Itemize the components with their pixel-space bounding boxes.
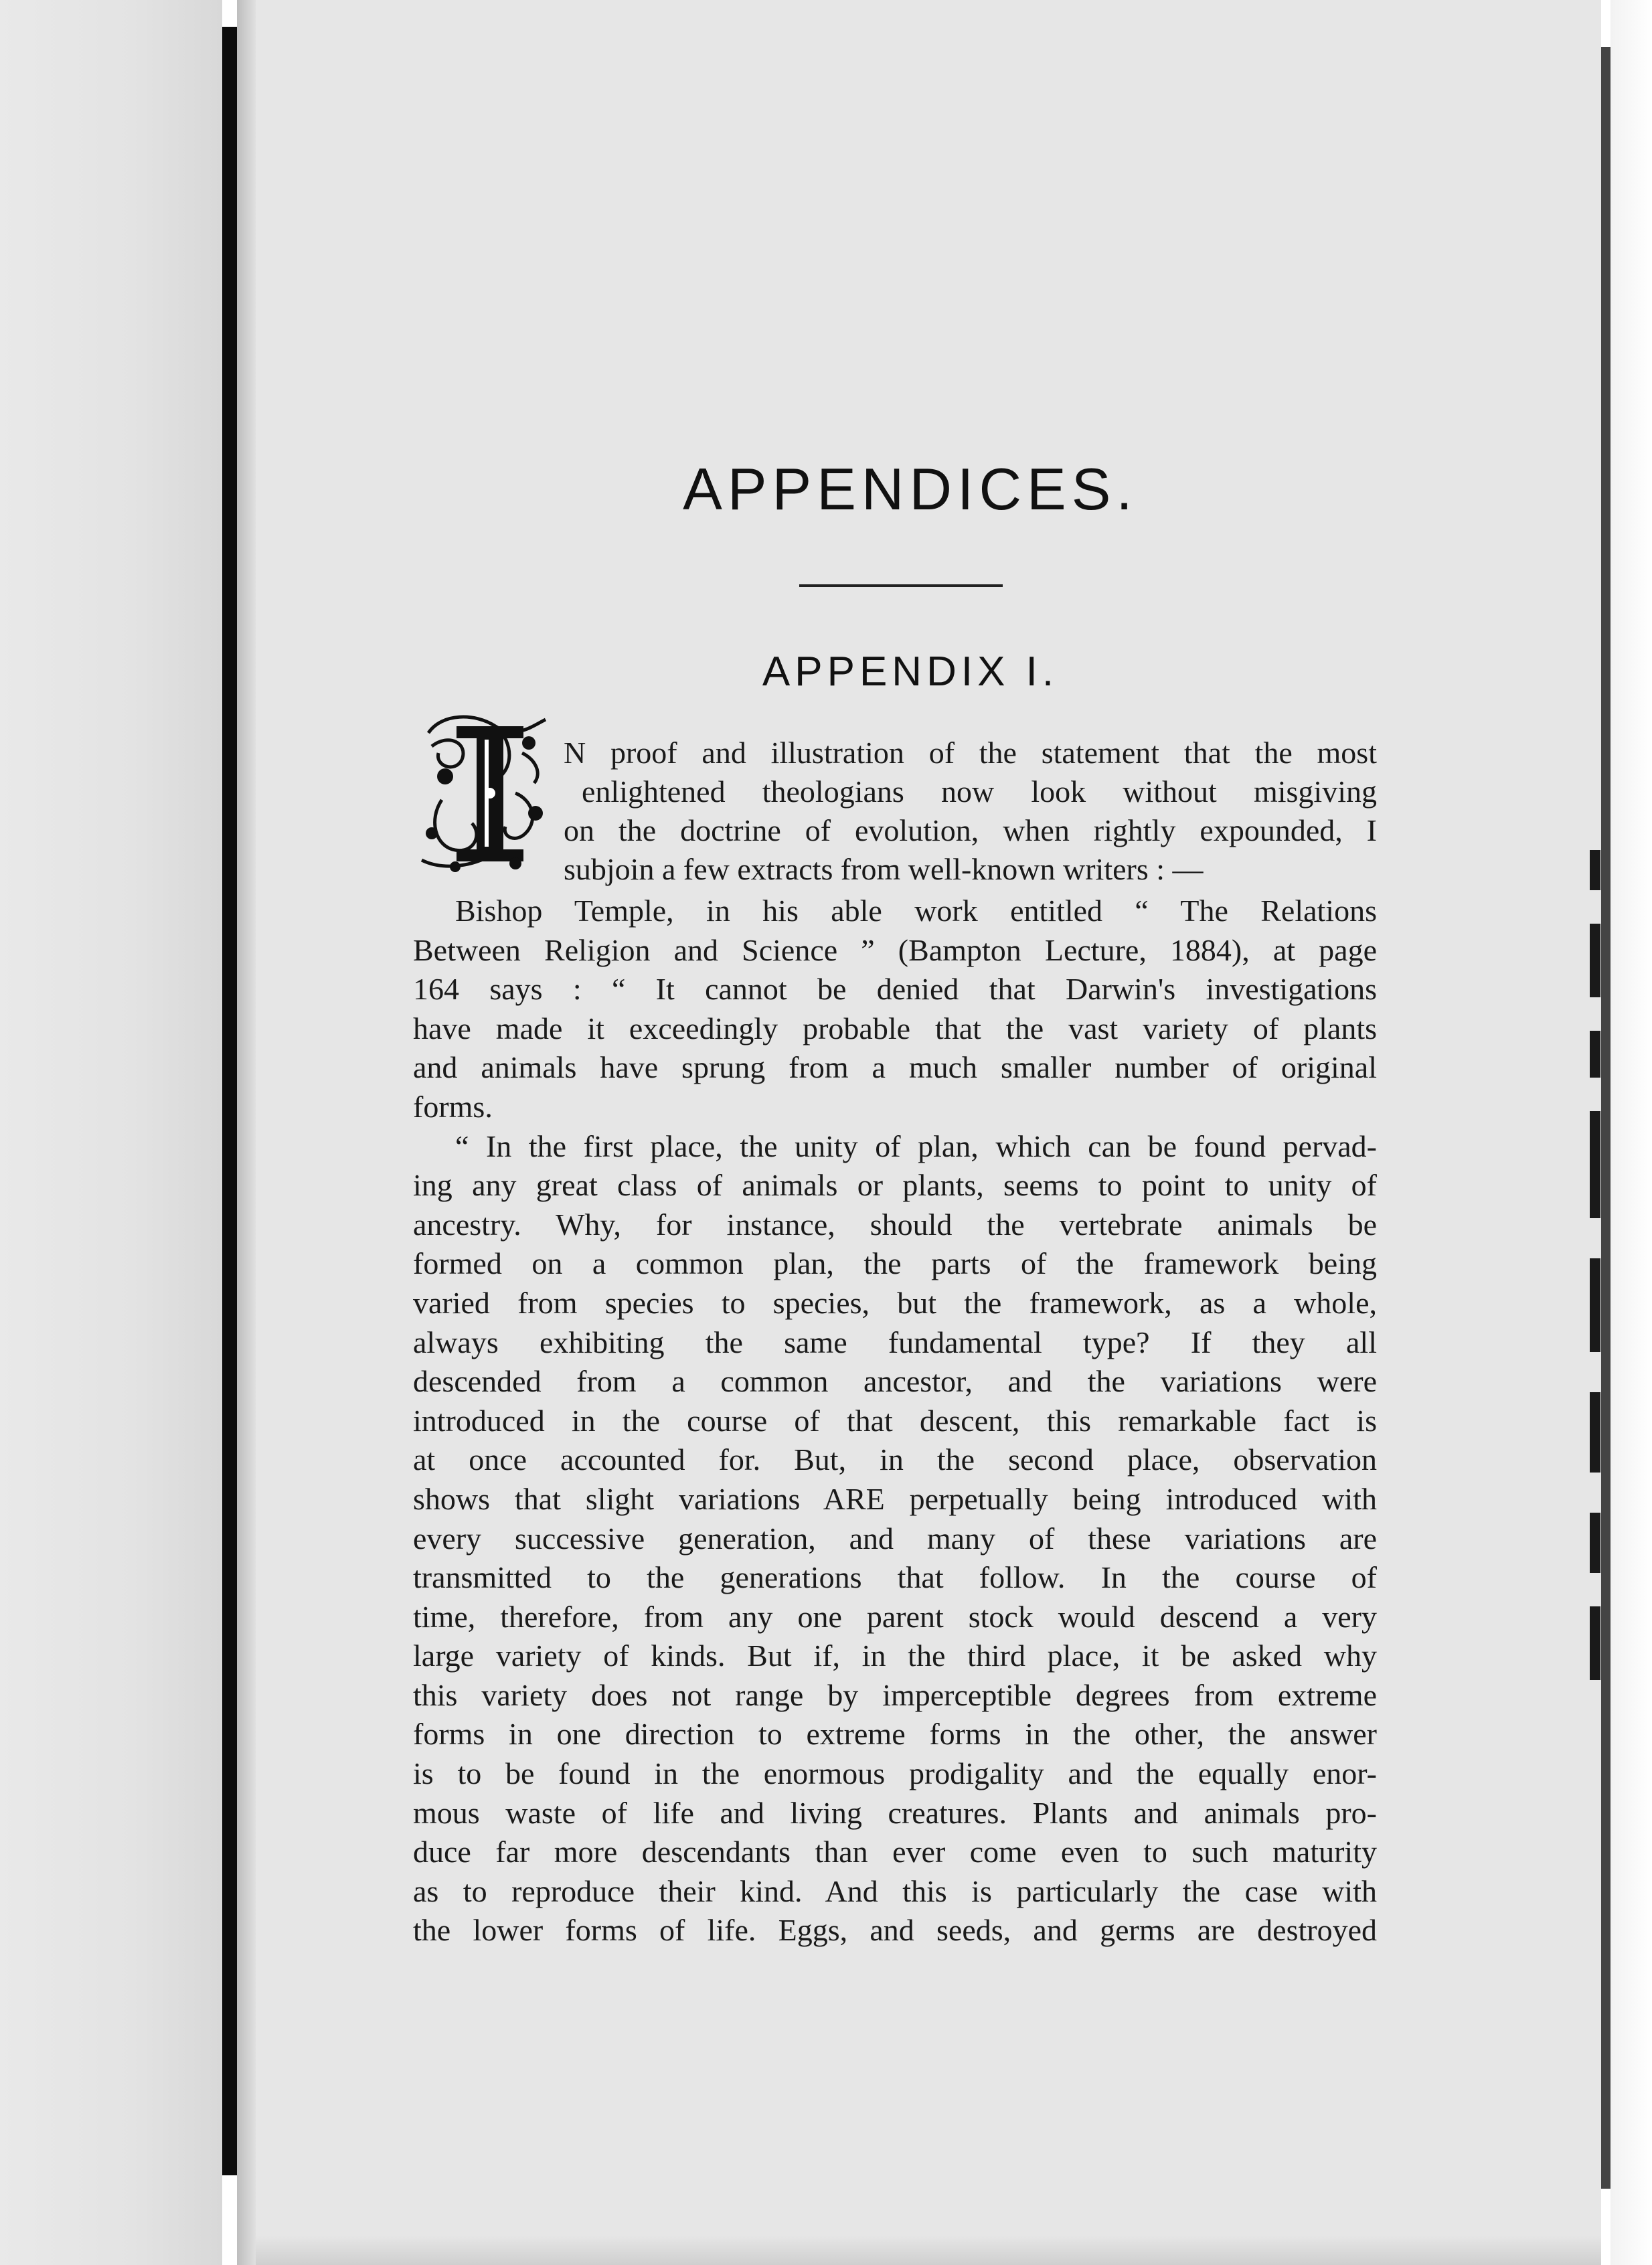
- page-bottom-shadow: [256, 2236, 1601, 2265]
- text-line: mous waste of life and living creatures. Plants and animals pro-: [413, 1795, 1377, 1830]
- page-edge-mark: [1590, 1606, 1600, 1680]
- binding-edge: [222, 27, 237, 2175]
- text-line: Between Religion and Science ” (Bampton Lecture, 1884), at page: [413, 932, 1377, 967]
- text-line: ing any great class of animals or plants, seems to point to unity of: [413, 1168, 1377, 1203]
- paragraph-bishop-temple: [413, 892, 1377, 1127]
- text-line: descended from a common ancestor, and the variations were: [413, 1364, 1377, 1399]
- page-edge-mark: [1590, 1392, 1600, 1473]
- text-line: formed on a common plan, the parts of the framework being: [413, 1246, 1377, 1281]
- text-line: this variety does not range by imperceptible degrees from extreme: [413, 1677, 1377, 1712]
- page-title: APPENDICES.: [683, 456, 1138, 522]
- opening-paragraph: [413, 734, 1377, 889]
- text-line: ancestry. Why, for instance, should the vertebrate animals be: [413, 1207, 1377, 1242]
- text-line: transmitted to the generations that follow. In the course of: [413, 1560, 1377, 1595]
- text-line: large variety of kinds. But if, in the third place, it be asked why: [413, 1639, 1377, 1673]
- page-edge-mark: [1590, 1513, 1600, 1573]
- text-line: on the doctrine of evolution, when rightly expounded, I: [564, 813, 1377, 847]
- title-divider: [799, 584, 1003, 587]
- text-line: is to be found in the enormous prodigality and the equally enor-: [413, 1756, 1377, 1791]
- paragraph-quotation: [413, 1127, 1377, 1950]
- text-line: shows that slight variations ARE perpetually being introduced with: [413, 1481, 1377, 1516]
- text-line: every successive generation, and many of these variations are: [413, 1521, 1377, 1556]
- text-line: introduced in the course of that descent, this remarkable fact is: [413, 1403, 1377, 1438]
- text-line: Bishop Temple, in his able work entitled “ The Relations: [455, 894, 1377, 928]
- page-right-edge: [1601, 47, 1610, 2189]
- text-line: forms.: [413, 1089, 493, 1124]
- page-edge-mark: [1590, 924, 1600, 997]
- text-line: at once accounted for. But, in the second place, observation: [413, 1442, 1377, 1477]
- text-line: and animals have sprung from a much smaller number of original: [413, 1050, 1377, 1085]
- text-line: “ In the first place, the unity of plan, which can be found pervad-: [455, 1128, 1377, 1163]
- text-line: enlightened theologians now look without misgiving: [582, 774, 1377, 809]
- page-edge-mark: [1590, 850, 1600, 890]
- text-line: forms in one direction to extreme forms in the other, the answer: [413, 1717, 1377, 1752]
- text-line: always exhibiting the same fundamental type? If they all: [413, 1325, 1377, 1359]
- left-page-margin: [0, 0, 222, 2265]
- text-line: have made it exceedingly probable that the vast variety of plants: [413, 1011, 1377, 1045]
- page-gutter: [237, 0, 256, 2265]
- text-line: duce far more descendants than ever come even to such maturity: [413, 1835, 1377, 1869]
- text-line: 164 says : “ It cannot be denied that Darwin's investigations: [413, 972, 1377, 1007]
- page-edge-mark: [1590, 1258, 1600, 1352]
- text-line: the lower forms of life. Eggs, and seeds, and germs are destroyed: [413, 1913, 1377, 1948]
- page-edge-mark: [1590, 1111, 1600, 1218]
- body-text: [413, 892, 1377, 1950]
- page-edge-mark: [1590, 1031, 1600, 1078]
- scan-margin: [1610, 0, 1652, 2265]
- text-line: time, therefore, from any one parent stock would descend a very: [413, 1599, 1377, 1634]
- text-line: N proof and illustration of the statement that the most: [564, 736, 1377, 770]
- text-line: as to reproduce their kind. And this is particularly the case with: [413, 1873, 1377, 1908]
- section-heading: APPENDIX I.: [762, 649, 1059, 695]
- text-line: subjoin a few extracts from well-known writers : —: [564, 852, 1204, 886]
- text-line: varied from species to species, but the framework, as a whole,: [413, 1285, 1377, 1320]
